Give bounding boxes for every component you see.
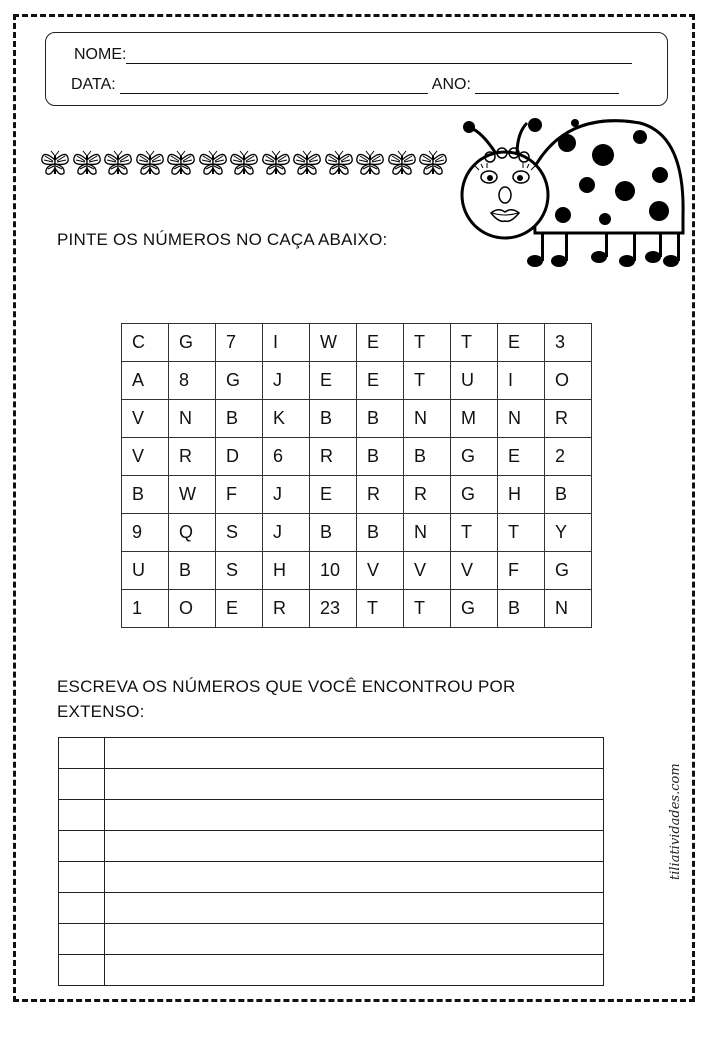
grid-row xyxy=(122,438,592,476)
grid-cell[interactable]: G xyxy=(216,362,263,400)
word-search-grid xyxy=(121,323,592,628)
grid-cell[interactable]: M xyxy=(451,400,498,438)
grid-cell[interactable]: J xyxy=(263,362,310,400)
grid-cell[interactable]: T xyxy=(404,590,451,628)
grid-cell[interactable]: G xyxy=(545,552,592,590)
grid-cell[interactable]: T xyxy=(451,324,498,362)
grid-cell[interactable]: V xyxy=(404,552,451,590)
grid-cell[interactable]: E xyxy=(310,362,357,400)
grid-cell[interactable]: G xyxy=(451,590,498,628)
year-field[interactable] xyxy=(475,79,619,94)
grid-cell[interactable]: R xyxy=(169,438,216,476)
grid-cell[interactable]: O xyxy=(169,590,216,628)
grid-cell[interactable]: 10 xyxy=(310,552,357,590)
answer-row xyxy=(59,862,604,893)
grid-cell[interactable]: Y xyxy=(545,514,592,552)
answer-words-cell[interactable] xyxy=(105,893,604,924)
grid-cell[interactable]: F xyxy=(498,552,545,590)
grid-cell[interactable]: 23 xyxy=(310,590,357,628)
answer-number-cell[interactable] xyxy=(59,893,105,924)
answer-number-cell[interactable] xyxy=(59,800,105,831)
answer-row xyxy=(59,769,604,800)
grid-cell[interactable]: D xyxy=(216,438,263,476)
student-info-box xyxy=(45,32,668,106)
grid-cell[interactable]: 6 xyxy=(263,438,310,476)
grid-cell[interactable]: W xyxy=(310,324,357,362)
grid-cell[interactable]: 3 xyxy=(545,324,592,362)
grid-cell[interactable]: B xyxy=(122,476,169,514)
grid-cell[interactable]: 1 xyxy=(122,590,169,628)
grid-cell[interactable]: Q xyxy=(169,514,216,552)
grid-cell[interactable]: T xyxy=(451,514,498,552)
grid-cell[interactable]: V xyxy=(357,552,404,590)
grid-cell[interactable]: G xyxy=(451,438,498,476)
grid-cell[interactable]: B xyxy=(404,438,451,476)
grid-cell[interactable]: N xyxy=(545,590,592,628)
answer-words-cell[interactable] xyxy=(105,862,604,893)
grid-cell[interactable]: G xyxy=(169,324,216,362)
name-label: NOME: xyxy=(74,46,127,63)
answer-number-cell[interactable] xyxy=(59,769,105,800)
grid-cell[interactable]: I xyxy=(498,362,545,400)
color-numbers-instruction: PINTE OS NÚMEROS NO CAÇA ABAIXO: xyxy=(57,230,388,249)
answer-row xyxy=(59,893,604,924)
ladybug-icon xyxy=(455,115,695,275)
answer-row xyxy=(59,955,604,986)
answer-number-cell[interactable] xyxy=(59,831,105,862)
answer-number-cell[interactable] xyxy=(59,862,105,893)
grid-row xyxy=(122,476,592,514)
grid-cell[interactable]: I xyxy=(263,324,310,362)
grid-cell[interactable]: B xyxy=(545,476,592,514)
grid-cell[interactable]: B xyxy=(169,552,216,590)
answer-number-cell[interactable] xyxy=(59,955,105,986)
grid-cell[interactable]: A xyxy=(122,362,169,400)
write-numbers-instruction-line2: EXTENSO: xyxy=(57,702,145,721)
grid-cell[interactable]: 9 xyxy=(122,514,169,552)
grid-cell[interactable]: E xyxy=(498,438,545,476)
answer-number-cell[interactable] xyxy=(59,738,105,769)
answer-words-cell[interactable] xyxy=(105,800,604,831)
grid-cell[interactable]: E xyxy=(357,324,404,362)
grid-cell[interactable]: E xyxy=(310,476,357,514)
year-label: ANO: xyxy=(431,76,471,93)
write-numbers-instruction-line1: ESCREVA OS NÚMEROS QUE VOCÊ ENCONTROU POR xyxy=(57,677,516,696)
answer-row xyxy=(59,924,604,955)
grid-cell[interactable]: O xyxy=(545,362,592,400)
grid-cell[interactable]: K xyxy=(263,400,310,438)
grid-cell[interactable]: U xyxy=(451,362,498,400)
answer-words-cell[interactable] xyxy=(105,769,604,800)
name-field[interactable] xyxy=(126,49,632,64)
grid-cell[interactable]: E xyxy=(498,324,545,362)
grid-cell[interactable]: E xyxy=(216,590,263,628)
answer-words-cell[interactable] xyxy=(105,831,604,862)
grid-cell[interactable]: B xyxy=(310,514,357,552)
grid-cell[interactable]: W xyxy=(169,476,216,514)
grid-cell[interactable]: S xyxy=(216,552,263,590)
grid-cell[interactable]: T xyxy=(404,324,451,362)
grid-cell[interactable]: 8 xyxy=(169,362,216,400)
grid-cell[interactable]: R xyxy=(310,438,357,476)
grid-cell[interactable]: T xyxy=(357,590,404,628)
grid-cell[interactable]: N xyxy=(404,400,451,438)
grid-cell[interactable]: V xyxy=(451,552,498,590)
answer-row xyxy=(59,831,604,862)
grid-cell[interactable]: J xyxy=(263,476,310,514)
grid-row xyxy=(122,552,592,590)
grid-cell[interactable]: S xyxy=(216,514,263,552)
grid-cell[interactable]: G xyxy=(451,476,498,514)
grid-cell[interactable]: 7 xyxy=(216,324,263,362)
grid-cell[interactable]: B xyxy=(357,438,404,476)
grid-cell[interactable]: F xyxy=(216,476,263,514)
grid-cell[interactable]: 2 xyxy=(545,438,592,476)
grid-cell[interactable]: N xyxy=(404,514,451,552)
answer-table xyxy=(58,737,604,986)
grid-cell[interactable]: T xyxy=(498,514,545,552)
answer-number-cell[interactable] xyxy=(59,924,105,955)
grid-cell[interactable]: B xyxy=(216,400,263,438)
answer-words-cell[interactable] xyxy=(105,955,604,986)
grid-cell[interactable]: R xyxy=(357,476,404,514)
answer-row xyxy=(59,800,604,831)
butterfly-border xyxy=(40,150,460,180)
date-field[interactable] xyxy=(120,79,428,94)
grid-row xyxy=(122,514,592,552)
grid-cell[interactable]: J xyxy=(263,514,310,552)
watermark: tiliatividades.com xyxy=(668,763,683,880)
grid-cell[interactable]: T xyxy=(404,362,451,400)
grid-cell[interactable]: V xyxy=(122,438,169,476)
grid-cell[interactable]: R xyxy=(404,476,451,514)
grid-cell[interactable]: B xyxy=(498,590,545,628)
grid-row xyxy=(122,324,592,362)
grid-cell[interactable]: H xyxy=(498,476,545,514)
grid-cell[interactable]: B xyxy=(357,400,404,438)
grid-cell[interactable]: B xyxy=(357,514,404,552)
grid-cell[interactable]: B xyxy=(310,400,357,438)
grid-cell[interactable]: V xyxy=(122,400,169,438)
grid-cell[interactable]: U xyxy=(122,552,169,590)
grid-cell[interactable]: C xyxy=(122,324,169,362)
grid-cell[interactable]: R xyxy=(545,400,592,438)
grid-row xyxy=(122,590,592,628)
answer-words-cell[interactable] xyxy=(105,924,604,955)
grid-cell[interactable]: R xyxy=(263,590,310,628)
grid-cell[interactable]: H xyxy=(263,552,310,590)
answer-row xyxy=(59,738,604,769)
grid-cell[interactable]: N xyxy=(498,400,545,438)
grid-row xyxy=(122,362,592,400)
date-label: DATA: xyxy=(71,76,116,93)
grid-cell[interactable]: E xyxy=(357,362,404,400)
grid-row xyxy=(122,400,592,438)
answer-words-cell[interactable] xyxy=(105,738,604,769)
grid-cell[interactable]: N xyxy=(169,400,216,438)
name-line xyxy=(74,46,632,64)
date-year-line xyxy=(71,76,619,94)
